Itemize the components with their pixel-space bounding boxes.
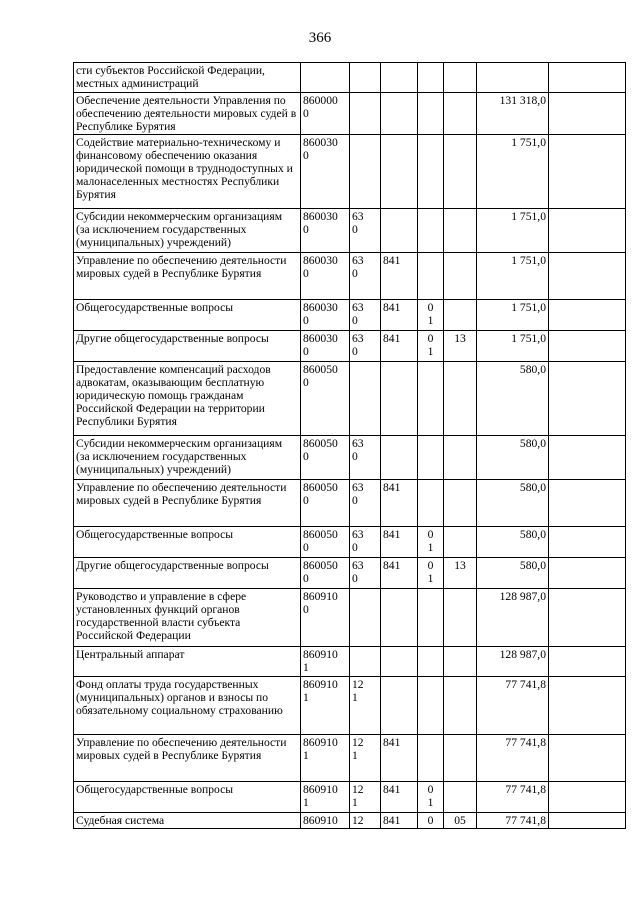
empty-cell	[549, 209, 626, 253]
expense-type: 63 0	[350, 300, 381, 331]
admin-code	[381, 677, 418, 735]
table-body	[74, 63, 626, 829]
section-code: 0 1	[418, 527, 444, 558]
subsection-code	[444, 647, 477, 677]
admin-code: 841	[381, 813, 418, 829]
table-row	[74, 589, 626, 647]
empty-cell	[549, 300, 626, 331]
section-code	[418, 63, 444, 93]
expense-type: 63 0	[350, 331, 381, 362]
empty-cell	[549, 331, 626, 362]
expense-type	[350, 135, 381, 209]
target-code: 860910 0	[301, 589, 350, 647]
budget-table	[73, 62, 626, 829]
empty-cell	[549, 647, 626, 677]
table-row	[74, 209, 626, 253]
table-row	[74, 362, 626, 436]
section-code	[418, 647, 444, 677]
empty-cell	[549, 782, 626, 813]
row-name: Субсидии некоммерческим организациям (за исключением государственных (муниципальных) учреждений)	[74, 209, 301, 253]
section-code	[418, 135, 444, 209]
amount: 580,0	[477, 527, 549, 558]
section-code	[418, 93, 444, 135]
table-row	[74, 527, 626, 558]
admin-code	[381, 589, 418, 647]
target-code: 860030 0	[301, 331, 350, 362]
amount: 580,0	[477, 558, 549, 589]
table-row	[74, 135, 626, 209]
expense-type: 63 0	[350, 209, 381, 253]
section-code: 0	[418, 813, 444, 829]
subsection-code	[444, 135, 477, 209]
section-code	[418, 480, 444, 527]
row-name: Общегосударственные вопросы	[74, 527, 301, 558]
section-code	[418, 677, 444, 735]
amount: 1 751,0	[477, 253, 549, 300]
target-code: 860910 1	[301, 647, 350, 677]
target-code: 860910 1	[301, 677, 350, 735]
table-row	[74, 480, 626, 527]
admin-code	[381, 362, 418, 436]
expense-type: 12 1	[350, 782, 381, 813]
empty-cell	[549, 135, 626, 209]
empty-cell	[549, 527, 626, 558]
expense-type: 63 0	[350, 527, 381, 558]
section-code: 0 1	[418, 331, 444, 362]
admin-code	[381, 63, 418, 93]
target-code: 860910 1	[301, 735, 350, 782]
amount: 131 318,0	[477, 93, 549, 135]
target-code: 860910 1	[301, 782, 350, 813]
section-code: 0 1	[418, 782, 444, 813]
subsection-code	[444, 93, 477, 135]
target-code: 860030 0	[301, 253, 350, 300]
table-row	[74, 813, 626, 829]
expense-type: 63 0	[350, 480, 381, 527]
expense-type	[350, 63, 381, 93]
admin-code: 841	[381, 735, 418, 782]
row-name: Предоставление компенсаций расходов адвокатам, оказывающим бесплатную юридическую помощь гражданам Российской Федерации на территории Республики Бурятия	[74, 362, 301, 436]
target-code: 860000 0	[301, 93, 350, 135]
subsection-code	[444, 436, 477, 480]
row-name: Судебная система	[74, 813, 301, 829]
amount: 1 751,0	[477, 300, 549, 331]
table-row	[74, 782, 626, 813]
row-name: Фонд оплаты труда государственных (муниципальных) органов и взносы по обязательному социальному страхованию	[74, 677, 301, 735]
empty-cell	[549, 93, 626, 135]
target-code: 860050 0	[301, 362, 350, 436]
expense-type	[350, 93, 381, 135]
subsection-code: 13	[444, 558, 477, 589]
row-name: сти субъектов Российской Федерации, местных администраций	[74, 63, 301, 93]
expense-type: 63 0	[350, 436, 381, 480]
amount: 77 741,8	[477, 677, 549, 735]
row-name: Субсидии некоммерческим организациям (за исключением государственных (муниципальных) учреждений)	[74, 436, 301, 480]
section-code	[418, 362, 444, 436]
amount: 580,0	[477, 480, 549, 527]
admin-code: 841	[381, 782, 418, 813]
table-row	[74, 300, 626, 331]
subsection-code	[444, 253, 477, 300]
row-name: Управление по обеспечению деятельности мировых судей в Республике Бурятия	[74, 735, 301, 782]
amount: 1 751,0	[477, 209, 549, 253]
table-row	[74, 677, 626, 735]
subsection-code	[444, 782, 477, 813]
admin-code: 841	[381, 527, 418, 558]
expense-type: 12 1	[350, 677, 381, 735]
admin-code: 841	[381, 331, 418, 362]
amount: 128 987,0	[477, 647, 549, 677]
target-code: 860030 0	[301, 300, 350, 331]
expense-type: 63 0	[350, 253, 381, 300]
empty-cell	[549, 589, 626, 647]
page-number: 366	[308, 30, 332, 46]
admin-code	[381, 135, 418, 209]
amount: 580,0	[477, 436, 549, 480]
row-name: Управление по обеспечению деятельности мировых судей в Республике Бурятия	[74, 253, 301, 300]
empty-cell	[549, 63, 626, 93]
table-row	[74, 558, 626, 589]
amount: 77 741,8	[477, 735, 549, 782]
row-name: Другие общегосударственные вопросы	[74, 558, 301, 589]
table-row	[74, 436, 626, 480]
amount: 77 741,8	[477, 782, 549, 813]
expense-type: 12	[350, 813, 381, 829]
section-code: 0 1	[418, 300, 444, 331]
expense-type	[350, 647, 381, 677]
target-code: 860050 0	[301, 558, 350, 589]
empty-cell	[549, 436, 626, 480]
subsection-code	[444, 677, 477, 735]
admin-code	[381, 93, 418, 135]
row-name: Управление по обеспечению деятельности мировых судей в Республике Бурятия	[74, 480, 301, 527]
row-name: Руководство и управление в сфере установленных функций органов государственной власти субъекта Российской Федерации	[74, 589, 301, 647]
target-code: 860030 0	[301, 209, 350, 253]
subsection-code: 05	[444, 813, 477, 829]
table-row	[74, 93, 626, 135]
empty-cell	[549, 813, 626, 829]
empty-cell	[549, 253, 626, 300]
table-row	[74, 63, 626, 93]
expense-type	[350, 589, 381, 647]
subsection-code	[444, 209, 477, 253]
empty-cell	[549, 558, 626, 589]
expense-type: 12 1	[350, 735, 381, 782]
row-name: Общегосударственные вопросы	[74, 300, 301, 331]
admin-code	[381, 436, 418, 480]
section-code	[418, 209, 444, 253]
row-name: Обеспечение деятельности Управления по обеспечению деятельности мировых судей в Республике Бурятия	[74, 93, 301, 135]
empty-cell	[549, 735, 626, 782]
table-row	[74, 331, 626, 362]
target-code: 860050 0	[301, 480, 350, 527]
amount: 128 987,0	[477, 589, 549, 647]
amount: 77 741,8	[477, 813, 549, 829]
target-code: 860030 0	[301, 135, 350, 209]
table-row	[74, 253, 626, 300]
subsection-code	[444, 480, 477, 527]
table-row	[74, 735, 626, 782]
admin-code: 841	[381, 300, 418, 331]
amount	[477, 63, 549, 93]
row-name: Общегосударственные вопросы	[74, 782, 301, 813]
admin-code: 841	[381, 253, 418, 300]
empty-cell	[549, 480, 626, 527]
subsection-code	[444, 362, 477, 436]
section-code: 0 1	[418, 558, 444, 589]
subsection-code	[444, 63, 477, 93]
table-row	[74, 647, 626, 677]
section-code	[418, 253, 444, 300]
target-code: 860050 0	[301, 527, 350, 558]
section-code	[418, 589, 444, 647]
expense-type	[350, 362, 381, 436]
subsection-code	[444, 589, 477, 647]
row-name: Содействие материально-техническому и финансовому обеспечению оказания юридической помощи в труднодоступных и малонаселенных местностях Республики Бурятия	[74, 135, 301, 209]
expense-type: 63 0	[350, 558, 381, 589]
section-code	[418, 735, 444, 782]
admin-code: 841	[381, 480, 418, 527]
target-code	[301, 63, 350, 93]
empty-cell	[549, 362, 626, 436]
amount: 1 751,0	[477, 135, 549, 209]
subsection-code	[444, 735, 477, 782]
amount: 1 751,0	[477, 331, 549, 362]
target-code: 860050 0	[301, 436, 350, 480]
row-name: Центральный аппарат	[74, 647, 301, 677]
subsection-code	[444, 300, 477, 331]
target-code: 860910	[301, 813, 350, 829]
amount: 580,0	[477, 362, 549, 436]
row-name: Другие общегосударственные вопросы	[74, 331, 301, 362]
admin-code: 841	[381, 558, 418, 589]
subsection-code	[444, 527, 477, 558]
section-code	[418, 436, 444, 480]
subsection-code: 13	[444, 331, 477, 362]
admin-code	[381, 647, 418, 677]
admin-code	[381, 209, 418, 253]
empty-cell	[549, 677, 626, 735]
